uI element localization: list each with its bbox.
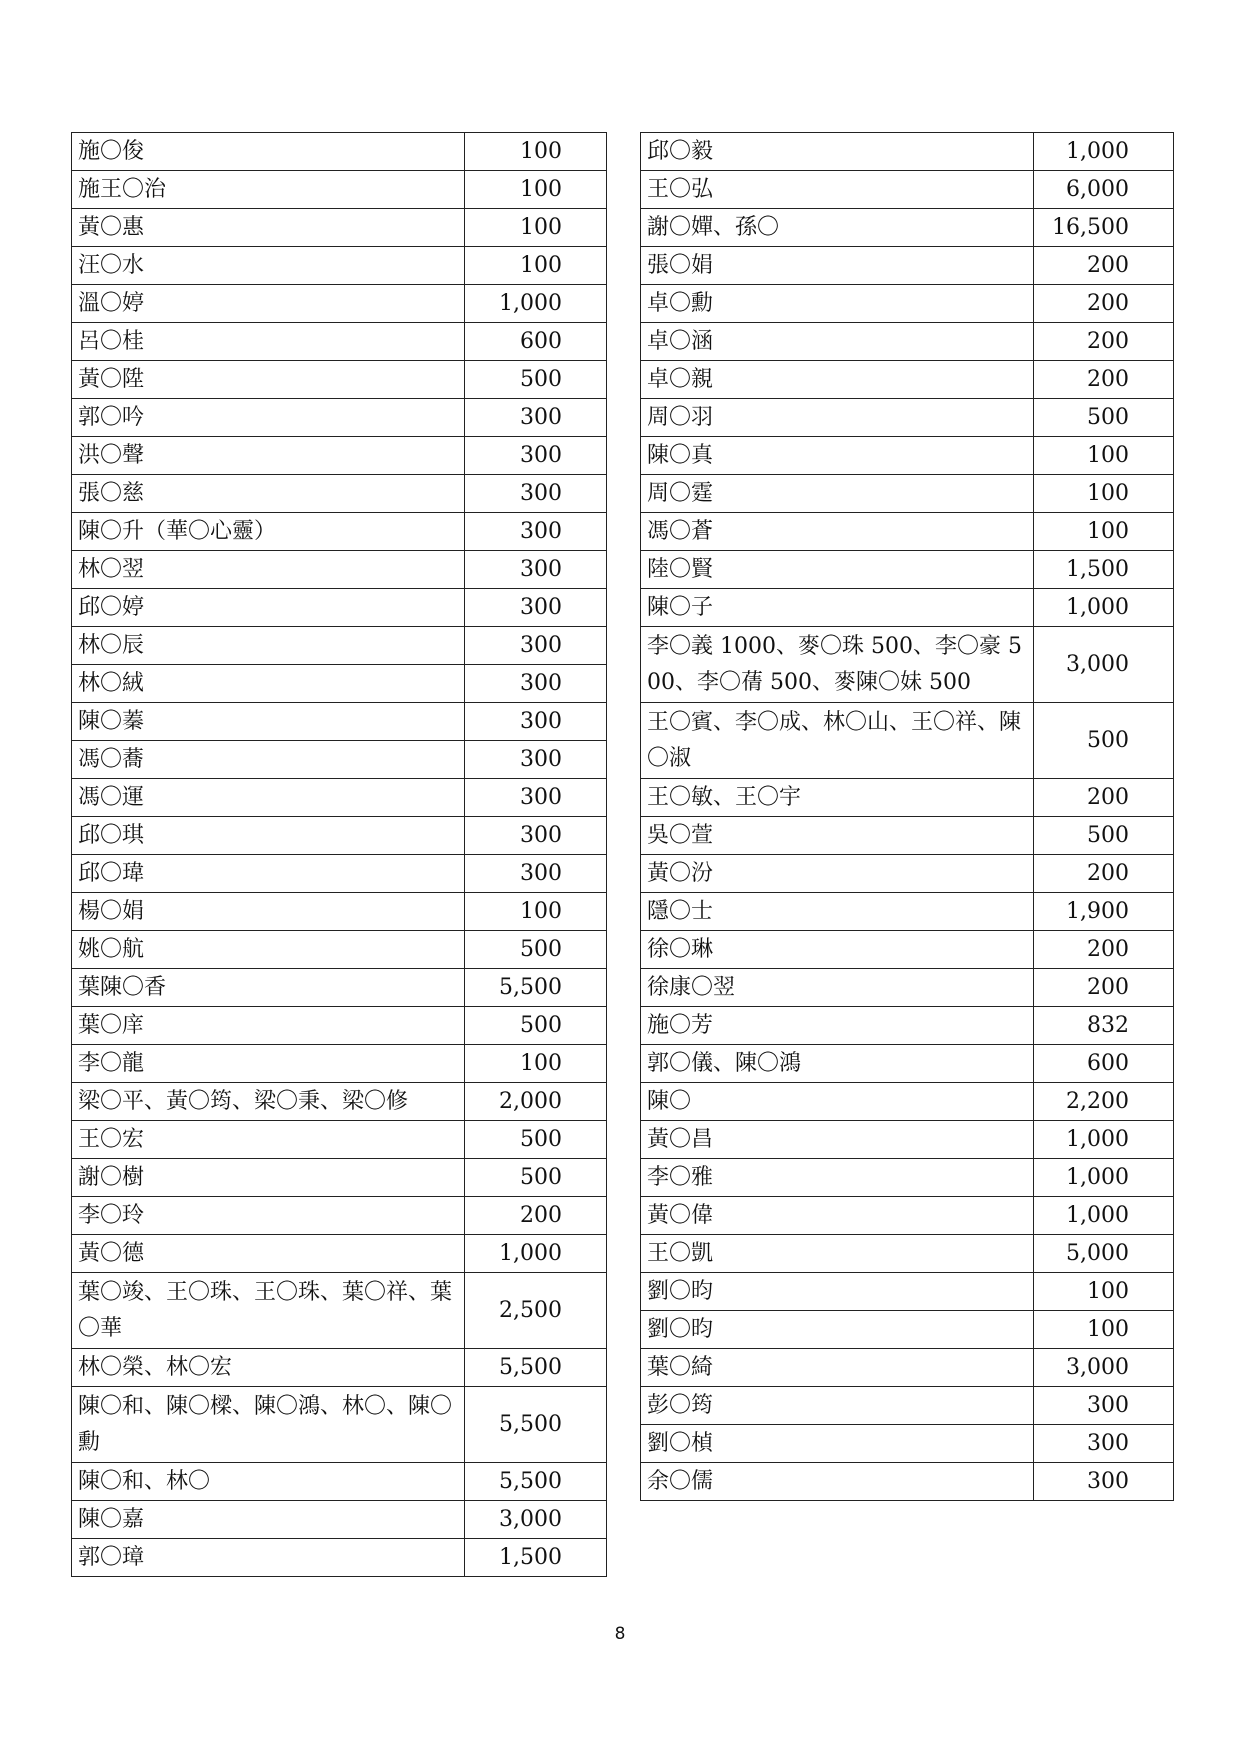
table-row [72,703,607,741]
table-row [72,247,607,285]
donation-amount: 1,000 [1034,589,1174,627]
page-number: 8 [614,1624,626,1644]
table-row [641,589,1174,627]
donation-amount: 100 [1034,475,1174,513]
table-row [72,893,607,931]
donor-name: 劉〇昀 [641,1273,1034,1311]
donor-name: 陸〇賢 [641,551,1034,589]
donation-amount: 500 [465,1007,607,1045]
donation-amount: 300 [465,475,607,513]
table-row [641,323,1174,361]
donor-name: 張〇慈 [72,475,465,513]
donation-amount: 1,900 [1034,893,1174,931]
donation-amount: 300 [465,817,607,855]
donation-amount: 3,000 [1034,1349,1174,1387]
donor-name: 葉陳〇香 [72,969,465,1007]
donor-name: 卓〇親 [641,361,1034,399]
table-row [641,1273,1174,1311]
donation-amount: 300 [465,855,607,893]
donation-amount: 600 [1034,1045,1174,1083]
donor-name: 徐康〇翌 [641,969,1034,1007]
table-row [641,285,1174,323]
donation-amount: 200 [1034,285,1174,323]
donation-amount: 1,000 [1034,1121,1174,1159]
table-row [72,1197,607,1235]
table-row [72,1121,607,1159]
donation-amount: 500 [1034,399,1174,437]
donor-name: 黃〇陞 [72,361,465,399]
donor-name: 劉〇楨 [641,1425,1034,1463]
donation-amount: 500 [1034,703,1174,779]
donation-amount: 6,000 [1034,171,1174,209]
table-row [72,475,607,513]
donor-name: 王〇弘 [641,171,1034,209]
table-row [72,1273,607,1349]
donor-name: 徐〇琳 [641,931,1034,969]
donation-amount: 100 [465,247,607,285]
table-row [72,1501,607,1539]
donation-amount: 1,000 [465,285,607,323]
table-row [641,817,1174,855]
donor-table-left-body [72,133,607,1577]
table-row [641,399,1174,437]
donation-amount: 3,000 [1034,627,1174,703]
donation-amount: 5,500 [465,1463,607,1501]
donor-name: 余〇儒 [641,1463,1034,1501]
table-row [641,1425,1174,1463]
table-row [641,1083,1174,1121]
donation-amount: 300 [465,741,607,779]
table-row [641,931,1174,969]
donor-name: 李〇義 1000、麥〇珠 500、李〇豪 500、李〇蒨 500、麥陳〇妹 500 [641,627,1034,703]
donation-amount: 300 [465,627,607,665]
table-row [641,513,1174,551]
table-row [72,1349,607,1387]
donation-amount: 200 [1034,931,1174,969]
donation-amount: 1,000 [465,1235,607,1273]
donation-amount: 300 [465,513,607,551]
table-row [72,1387,607,1463]
table-row [72,551,607,589]
donor-name: 姚〇航 [72,931,465,969]
table-row [641,361,1174,399]
donation-amount: 100 [1034,437,1174,475]
donation-amount: 300 [465,779,607,817]
donation-amount: 300 [465,437,607,475]
table-row [641,1349,1174,1387]
table-row [72,1007,607,1045]
donor-name: 葉〇綺 [641,1349,1034,1387]
donor-name: 陳〇子 [641,589,1034,627]
table-row [72,1045,607,1083]
donation-amount: 100 [465,1045,607,1083]
table-row [641,1121,1174,1159]
donation-amount: 300 [465,551,607,589]
donor-name: 郭〇吟 [72,399,465,437]
donor-name: 林〇辰 [72,627,465,665]
donor-name: 邱〇毅 [641,133,1034,171]
donor-name: 陳〇 [641,1083,1034,1121]
table-row [641,551,1174,589]
table-row [641,779,1174,817]
table-row [641,209,1174,247]
table-row [641,475,1174,513]
donation-amount: 1,000 [1034,1159,1174,1197]
donation-amount: 200 [465,1197,607,1235]
table-row [72,1159,607,1197]
donor-name: 溫〇婷 [72,285,465,323]
table-row [641,893,1174,931]
table-row [72,627,607,665]
donor-name: 馮〇蒼 [641,513,1034,551]
table-row [641,855,1174,893]
donation-amount: 1,000 [1034,133,1174,171]
donor-name: 郭〇璋 [72,1539,465,1577]
donor-name: 彭〇筠 [641,1387,1034,1425]
table-row [72,779,607,817]
donor-name: 葉〇竣、王〇珠、王〇珠、葉〇祥、葉〇華 [72,1273,465,1349]
donation-amount: 5,000 [1034,1235,1174,1273]
donor-name: 林〇絨 [72,665,465,703]
table-row [72,589,607,627]
donation-amount: 200 [1034,779,1174,817]
table-row [641,1045,1174,1083]
table-row [72,1463,607,1501]
table-row [72,1235,607,1273]
donor-table-right [640,132,1174,1501]
table-row [641,133,1174,171]
table-row [641,1007,1174,1045]
donor-name: 黃〇昌 [641,1121,1034,1159]
donation-amount: 300 [465,589,607,627]
donation-amount: 832 [1034,1007,1174,1045]
table-row [641,969,1174,1007]
donation-amount: 300 [465,665,607,703]
donor-name: 李〇玲 [72,1197,465,1235]
donor-name: 李〇龍 [72,1045,465,1083]
donor-name: 葉〇庠 [72,1007,465,1045]
table-row [641,1159,1174,1197]
donor-name: 卓〇涵 [641,323,1034,361]
donor-name: 施王〇治 [72,171,465,209]
donor-name: 陳〇升（華〇心靈） [72,513,465,551]
table-row [72,741,607,779]
table-row [641,1235,1174,1273]
donation-amount: 500 [465,1159,607,1197]
donation-amount: 1,000 [1034,1197,1174,1235]
donor-name: 王〇凱 [641,1235,1034,1273]
donor-name: 黃〇汾 [641,855,1034,893]
donor-name: 汪〇水 [72,247,465,285]
donation-amount: 300 [1034,1425,1174,1463]
donation-amount: 500 [465,1121,607,1159]
donation-amount: 5,500 [465,1349,607,1387]
donor-name: 呂〇桂 [72,323,465,361]
table-row [641,627,1174,703]
donation-amount: 16,500 [1034,209,1174,247]
donor-name: 謝〇樹 [72,1159,465,1197]
donor-name: 周〇羽 [641,399,1034,437]
donation-amount: 100 [465,133,607,171]
donor-name: 陳〇真 [641,437,1034,475]
donor-name: 施〇俊 [72,133,465,171]
donor-name: 張〇娟 [641,247,1034,285]
donation-amount: 500 [465,361,607,399]
table-row [641,703,1174,779]
donor-name: 王〇賓、李〇成、林〇山、王〇祥、陳〇淑 [641,703,1034,779]
table-row [72,361,607,399]
donor-name: 謝〇嬋、孫〇 [641,209,1034,247]
table-row [72,817,607,855]
donor-name: 黃〇德 [72,1235,465,1273]
donation-amount: 100 [1034,1273,1174,1311]
donor-name: 梁〇平、黃〇筠、梁〇秉、梁〇修 [72,1083,465,1121]
table-row [641,1311,1174,1349]
donation-amount: 2,000 [465,1083,607,1121]
table-row [72,209,607,247]
donation-amount: 600 [465,323,607,361]
donor-name: 林〇翌 [72,551,465,589]
donor-name: 郭〇儀、陳〇鴻 [641,1045,1034,1083]
donation-amount: 300 [1034,1387,1174,1425]
table-row [641,437,1174,475]
donation-amount: 5,500 [465,969,607,1007]
donor-table-right-body [641,133,1174,1501]
donor-name: 林〇榮、林〇宏 [72,1349,465,1387]
donor-name: 馮〇運 [72,779,465,817]
donation-amount: 200 [1034,969,1174,1007]
donor-name: 陳〇蓁 [72,703,465,741]
table-row [72,171,607,209]
table-row [641,1463,1174,1501]
donation-amount: 1,500 [1034,551,1174,589]
table-row [641,171,1174,209]
donor-name: 王〇敏、王〇宇 [641,779,1034,817]
table-row [72,133,607,171]
donation-amount: 100 [465,209,607,247]
donor-name: 洪〇聲 [72,437,465,475]
donation-amount: 300 [465,399,607,437]
donation-amount: 500 [465,931,607,969]
table-row [72,285,607,323]
donor-name: 吳〇萱 [641,817,1034,855]
table-row [72,1539,607,1577]
table-row [72,931,607,969]
table-row [641,1197,1174,1235]
donor-name: 黃〇偉 [641,1197,1034,1235]
donor-name: 周〇霆 [641,475,1034,513]
donor-name: 楊〇娟 [72,893,465,931]
donation-amount: 300 [1034,1463,1174,1501]
table-row [72,665,607,703]
table-row [72,399,607,437]
donor-name: 李〇雅 [641,1159,1034,1197]
table-row [641,1387,1174,1425]
donation-amount: 100 [1034,1311,1174,1349]
donor-name: 卓〇勳 [641,285,1034,323]
donor-name: 邱〇瑋 [72,855,465,893]
table-row [72,513,607,551]
table-row [72,969,607,1007]
table-row [72,855,607,893]
donation-amount: 200 [1034,361,1174,399]
donor-name: 馮〇蕎 [72,741,465,779]
donation-amount: 2,200 [1034,1083,1174,1121]
table-row [72,323,607,361]
donor-name: 施〇芳 [641,1007,1034,1045]
donor-name: 陳〇嘉 [72,1501,465,1539]
donor-name: 隱〇士 [641,893,1034,931]
donor-name: 劉〇昀 [641,1311,1034,1349]
donation-amount: 5,500 [465,1387,607,1463]
donation-amount: 500 [1034,817,1174,855]
donation-amount: 3,000 [465,1501,607,1539]
donor-name: 陳〇和、陳〇樑、陳〇鴻、林〇、陳〇勳 [72,1387,465,1463]
table-row [641,247,1174,285]
donor-name: 邱〇婷 [72,589,465,627]
donation-amount: 100 [1034,513,1174,551]
donation-amount: 100 [465,893,607,931]
donation-amount: 300 [465,703,607,741]
donation-amount: 2,500 [465,1273,607,1349]
donor-table-left [71,132,607,1577]
donation-amount: 200 [1034,855,1174,893]
donation-amount: 100 [465,171,607,209]
donor-name: 邱〇琪 [72,817,465,855]
donor-name: 黃〇惠 [72,209,465,247]
table-row [72,437,607,475]
donation-amount: 1,500 [465,1539,607,1577]
donation-amount: 200 [1034,247,1174,285]
table-row [72,1083,607,1121]
donor-name: 王〇宏 [72,1121,465,1159]
donor-name: 陳〇和、林〇 [72,1463,465,1501]
donation-amount: 200 [1034,323,1174,361]
